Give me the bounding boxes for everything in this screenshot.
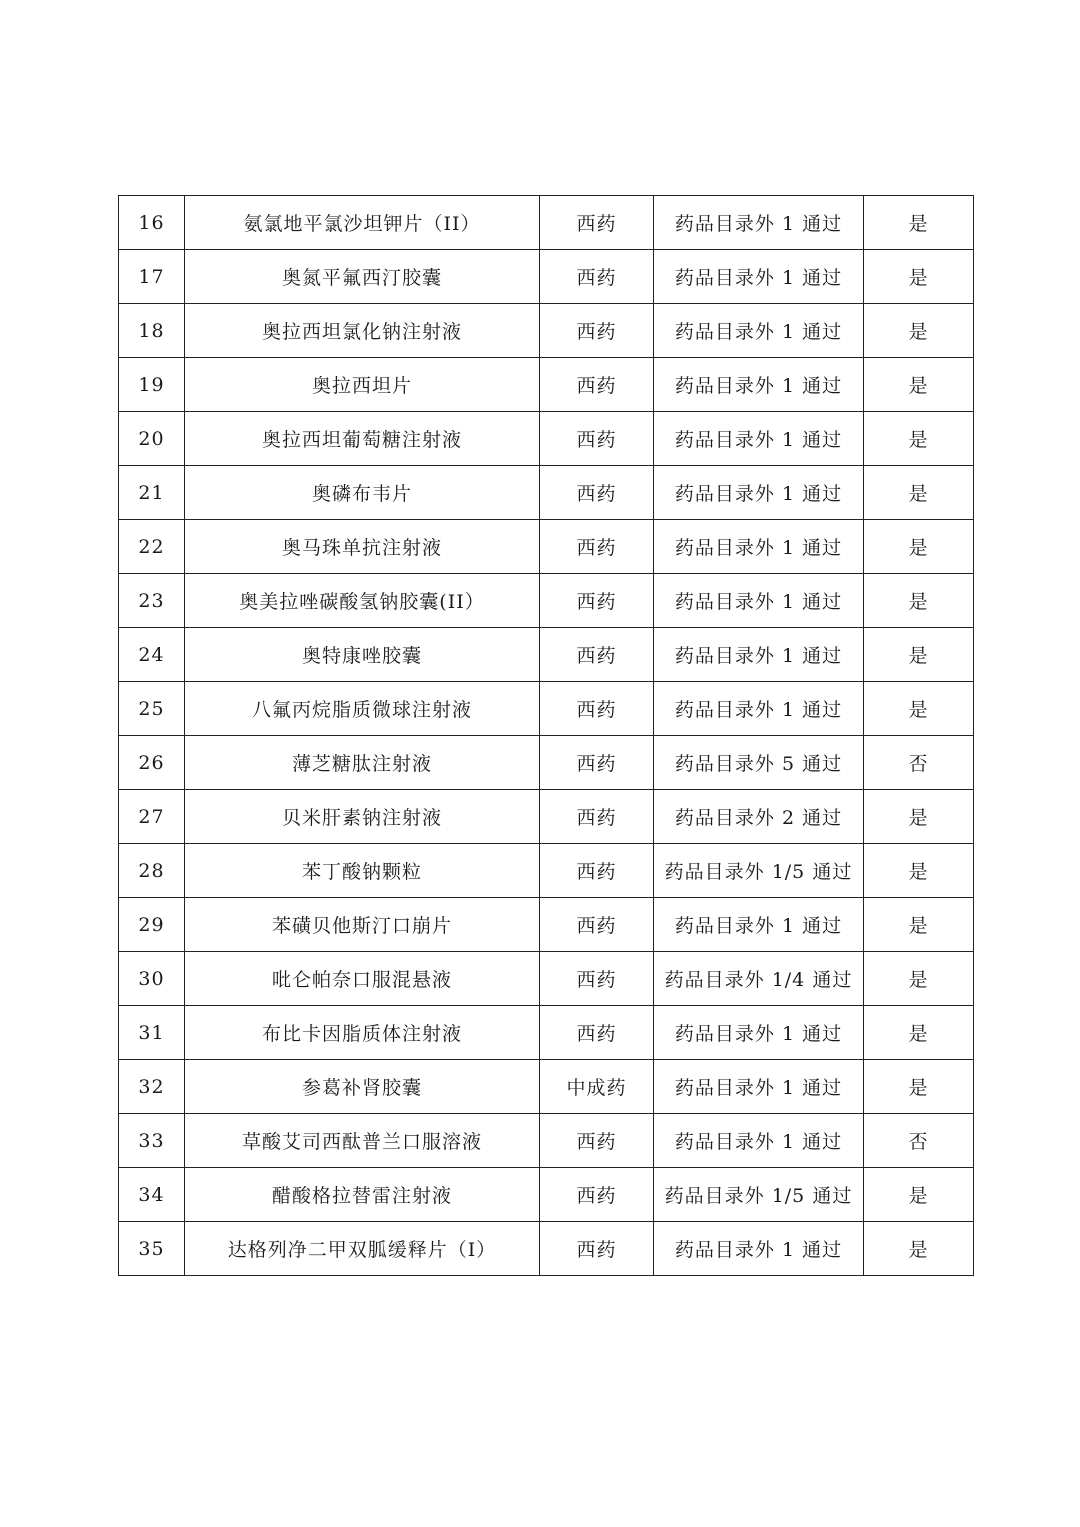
table-row — [119, 790, 974, 844]
drug-type-cell: 中成药 — [540, 1060, 654, 1114]
row-number-cell: 16 — [119, 196, 185, 250]
drug-type-cell: 西药 — [540, 1006, 654, 1060]
table-row — [119, 358, 974, 412]
drug-type-cell: 西药 — [540, 790, 654, 844]
row-number-cell: 27 — [119, 790, 185, 844]
table-row — [119, 1114, 974, 1168]
review-result-cell: 药品目录外 1 通过 — [654, 1222, 864, 1276]
drug-name-cell: 奥特康唑胶囊 — [185, 628, 540, 682]
review-result-cell: 药品目录外 5 通过 — [654, 736, 864, 790]
status-flag-cell: 是 — [864, 412, 974, 466]
drug-type-cell: 西药 — [540, 1168, 654, 1222]
status-flag-cell: 是 — [864, 844, 974, 898]
review-result-cell: 药品目录外 1 通过 — [654, 1114, 864, 1168]
table-row — [119, 682, 974, 736]
drug-type-cell: 西药 — [540, 250, 654, 304]
drug-type-cell: 西药 — [540, 628, 654, 682]
row-number-cell: 35 — [119, 1222, 185, 1276]
drug-name-cell: 草酸艾司西酞普兰口服溶液 — [185, 1114, 540, 1168]
drug-type-cell: 西药 — [540, 1222, 654, 1276]
drug-name-cell: 奥拉西坦氯化钠注射液 — [185, 304, 540, 358]
status-flag-cell: 是 — [864, 682, 974, 736]
table-row — [119, 736, 974, 790]
review-result-cell: 药品目录外 1 通过 — [654, 196, 864, 250]
review-result-cell: 药品目录外 1 通过 — [654, 628, 864, 682]
status-flag-cell: 是 — [864, 952, 974, 1006]
status-flag-cell: 是 — [864, 466, 974, 520]
status-flag-cell: 是 — [864, 898, 974, 952]
row-number-cell: 26 — [119, 736, 185, 790]
row-number-cell: 29 — [119, 898, 185, 952]
review-result-cell: 药品目录外 1 通过 — [654, 466, 864, 520]
row-number-cell: 23 — [119, 574, 185, 628]
status-flag-cell: 是 — [864, 1168, 974, 1222]
row-number-cell: 25 — [119, 682, 185, 736]
row-number-cell: 21 — [119, 466, 185, 520]
table-row — [119, 574, 974, 628]
review-result-cell: 药品目录外 1 通过 — [654, 574, 864, 628]
drug-name-cell: 奥磷布韦片 — [185, 466, 540, 520]
drug-name-cell: 奥美拉唑碳酸氢钠胶囊(II） — [185, 574, 540, 628]
drug-name-cell: 八氟丙烷脂质微球注射液 — [185, 682, 540, 736]
table-row — [119, 304, 974, 358]
row-number-cell: 18 — [119, 304, 185, 358]
drug-type-cell: 西药 — [540, 520, 654, 574]
status-flag-cell: 是 — [864, 250, 974, 304]
row-number-cell: 17 — [119, 250, 185, 304]
row-number-cell: 31 — [119, 1006, 185, 1060]
status-flag-cell: 是 — [864, 628, 974, 682]
drug-name-cell: 奥氮平氟西汀胶囊 — [185, 250, 540, 304]
drug-table — [118, 195, 974, 1276]
table-row — [119, 628, 974, 682]
status-flag-cell: 否 — [864, 736, 974, 790]
drug-name-cell: 奥马珠单抗注射液 — [185, 520, 540, 574]
status-flag-cell: 是 — [864, 1222, 974, 1276]
review-result-cell: 药品目录外 1 通过 — [654, 412, 864, 466]
drug-type-cell: 西药 — [540, 736, 654, 790]
row-number-cell: 34 — [119, 1168, 185, 1222]
drug-type-cell: 西药 — [540, 952, 654, 1006]
row-number-cell: 30 — [119, 952, 185, 1006]
status-flag-cell: 是 — [864, 1060, 974, 1114]
status-flag-cell: 是 — [864, 304, 974, 358]
drug-type-cell: 西药 — [540, 682, 654, 736]
status-flag-cell: 是 — [864, 1006, 974, 1060]
review-result-cell: 药品目录外 1 通过 — [654, 898, 864, 952]
row-number-cell: 28 — [119, 844, 185, 898]
drug-name-cell: 苯丁酸钠颗粒 — [185, 844, 540, 898]
table-row — [119, 196, 974, 250]
row-number-cell: 33 — [119, 1114, 185, 1168]
status-flag-cell: 是 — [864, 358, 974, 412]
table-row — [119, 466, 974, 520]
drug-type-cell: 西药 — [540, 574, 654, 628]
drug-name-cell: 奥拉西坦片 — [185, 358, 540, 412]
drug-name-cell: 达格列净二甲双胍缓释片（I） — [185, 1222, 540, 1276]
row-number-cell: 32 — [119, 1060, 185, 1114]
review-result-cell: 药品目录外 1/5 通过 — [654, 1168, 864, 1222]
drug-type-cell: 西药 — [540, 412, 654, 466]
table-row — [119, 952, 974, 1006]
drug-name-cell: 氨氯地平氯沙坦钾片（II） — [185, 196, 540, 250]
status-flag-cell: 否 — [864, 1114, 974, 1168]
row-number-cell: 19 — [119, 358, 185, 412]
table-row — [119, 520, 974, 574]
row-number-cell: 24 — [119, 628, 185, 682]
review-result-cell: 药品目录外 1 通过 — [654, 250, 864, 304]
review-result-cell: 药品目录外 1 通过 — [654, 520, 864, 574]
table-row — [119, 1222, 974, 1276]
review-result-cell: 药品目录外 1/5 通过 — [654, 844, 864, 898]
drug-name-cell: 贝米肝素钠注射液 — [185, 790, 540, 844]
table-row — [119, 1060, 974, 1114]
drug-type-cell: 西药 — [540, 466, 654, 520]
review-result-cell: 药品目录外 1 通过 — [654, 1060, 864, 1114]
drug-type-cell: 西药 — [540, 844, 654, 898]
drug-name-cell: 苯磺贝他斯汀口崩片 — [185, 898, 540, 952]
status-flag-cell: 是 — [864, 196, 974, 250]
drug-type-cell: 西药 — [540, 898, 654, 952]
drug-name-cell: 布比卡因脂质体注射液 — [185, 1006, 540, 1060]
table-row — [119, 898, 974, 952]
drug-type-cell: 西药 — [540, 304, 654, 358]
row-number-cell: 22 — [119, 520, 185, 574]
review-result-cell: 药品目录外 1 通过 — [654, 304, 864, 358]
review-result-cell: 药品目录外 2 通过 — [654, 790, 864, 844]
table-row — [119, 250, 974, 304]
drug-name-cell: 薄芝糖肽注射液 — [185, 736, 540, 790]
drug-type-cell: 西药 — [540, 1114, 654, 1168]
review-result-cell: 药品目录外 1 通过 — [654, 682, 864, 736]
table-row — [119, 1006, 974, 1060]
status-flag-cell: 是 — [864, 790, 974, 844]
table-row — [119, 844, 974, 898]
drug-type-cell: 西药 — [540, 358, 654, 412]
drug-name-cell: 吡仑帕奈口服混悬液 — [185, 952, 540, 1006]
table-body — [119, 196, 974, 1276]
table-row — [119, 1168, 974, 1222]
drug-name-cell: 醋酸格拉替雷注射液 — [185, 1168, 540, 1222]
status-flag-cell: 是 — [864, 574, 974, 628]
row-number-cell: 20 — [119, 412, 185, 466]
status-flag-cell: 是 — [864, 520, 974, 574]
drug-name-cell: 参葛补肾胶囊 — [185, 1060, 540, 1114]
drug-name-cell: 奥拉西坦葡萄糖注射液 — [185, 412, 540, 466]
review-result-cell: 药品目录外 1/4 通过 — [654, 952, 864, 1006]
drug-type-cell: 西药 — [540, 196, 654, 250]
table-row — [119, 412, 974, 466]
review-result-cell: 药品目录外 1 通过 — [654, 1006, 864, 1060]
review-result-cell: 药品目录外 1 通过 — [654, 358, 864, 412]
